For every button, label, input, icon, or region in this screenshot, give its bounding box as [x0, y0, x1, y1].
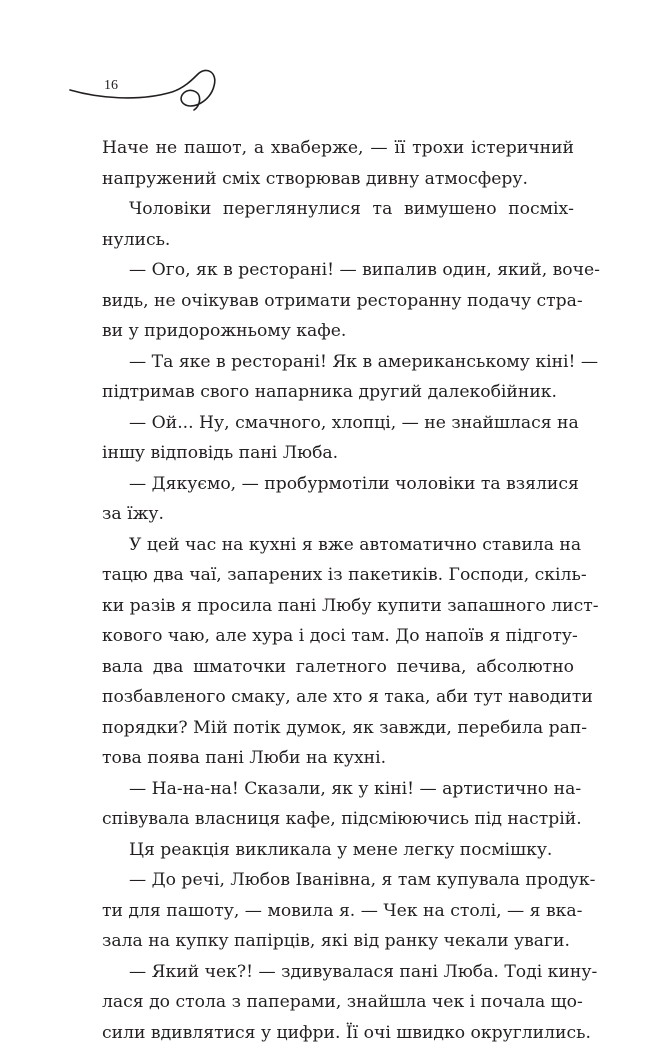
text-line: — До речі, Любов Іванівна, я там купувала продук- — [102, 865, 574, 896]
text-line: за їжу. — [102, 499, 574, 530]
text-line: — Та яке в ресторані! Як в американському кіні! — — [102, 347, 574, 378]
flourish-ornament-icon — [68, 62, 228, 118]
text-line: зала на купку папірців, які від ранку чекали уваги. — [102, 926, 574, 957]
text-line: — Ой... Ну, смачного, хлопці, — не знайшлася на — [102, 408, 574, 439]
text-line: сили вдивлятися у цифри. Її очі швидко округлились. — [102, 1018, 574, 1048]
text-line: кового чаю, але хура і досі там. До напоїв я підготу- — [102, 621, 574, 652]
text-line: напружений сміх створював дивну атмосферу. — [102, 164, 574, 195]
text-line: ти для пашоту, — мовила я. — Чек на столі, — я вка- — [102, 896, 574, 927]
text-line: — Дякуємо, — пробурмотіли чоловіки та взялися — [102, 469, 574, 500]
text-line: позбавленого смаку, але хто я така, аби тут наводити — [102, 682, 574, 713]
text-line: іншу відповідь пані Люба. — [102, 438, 574, 469]
text-line: нулись. — [102, 225, 574, 256]
page-number: 16 — [104, 79, 118, 93]
text-line: Ця реакція викликала у мене легку посмішку. — [102, 835, 574, 866]
text-line: тацю два чаї, запарених із пакетиків. Господи, скіль- — [102, 560, 574, 591]
text-line: вала два шматочки галетного печива, абсолютно — [102, 652, 574, 683]
text-line: — Який чек?! — здивувалася пані Люба. Тоді кину- — [102, 957, 574, 988]
text-line: — На-на-на! Сказали, як у кіні! — артистично на- — [102, 774, 574, 805]
text-line: лася до стола з паперами, знайшла чек і почала що- — [102, 987, 574, 1018]
text-line: порядки? Мій потік думок, як завжди, перебила рап- — [102, 713, 574, 744]
text-line: ки разів я просила пані Любу купити запашного лист- — [102, 591, 574, 622]
body-text — [102, 133, 574, 1048]
text-line: ви у придорожньому кафе. — [102, 316, 574, 347]
text-line: — Ого, як в ресторані! — випалив один, який, воче- — [102, 255, 574, 286]
page-header — [68, 62, 228, 118]
text-line: това поява пані Люби на кухні. — [102, 743, 574, 774]
text-line: Чоловіки переглянулися та вимушено посміх- — [102, 194, 574, 225]
text-line: підтримав свого напарника другий далекобійник. — [102, 377, 574, 408]
text-line: У цей час на кухні я вже автоматично ставила на — [102, 530, 574, 561]
text-line: видь, не очікував отримати ресторанну подачу стра- — [102, 286, 574, 317]
text-line: співувала власниця кафе, підсміюючись під настрій. — [102, 804, 574, 835]
text-line: Наче не пашот, а хваберже, — її трохи істеричний — [102, 133, 574, 164]
